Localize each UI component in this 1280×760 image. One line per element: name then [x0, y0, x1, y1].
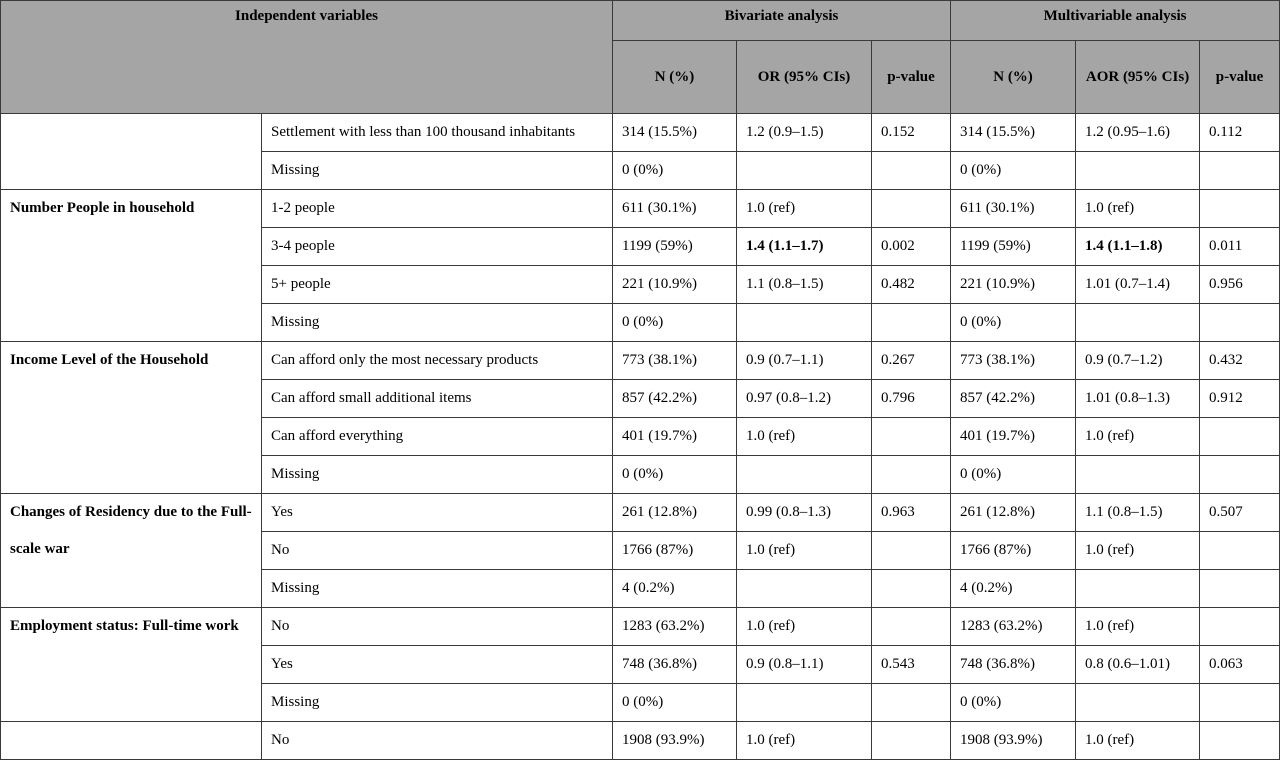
- n-pct-cell-multivariable: 0 (0%): [951, 684, 1076, 722]
- n-pct-cell-multivariable: 1766 (87%): [951, 532, 1076, 570]
- n-pct-cell-bivariate: 314 (15.5%): [613, 114, 737, 152]
- n-pct-cell-multivariable: 261 (12.8%): [951, 494, 1076, 532]
- category-cell: Missing: [262, 304, 613, 342]
- n-pct-cell-bivariate: 4 (0.2%): [613, 570, 737, 608]
- aor-ci-cell: [1076, 304, 1200, 342]
- aor-ci-cell: 1.0 (ref): [1076, 722, 1200, 760]
- aor-ci-cell: 1.1 (0.8–1.5): [1076, 494, 1200, 532]
- p-value-cell-multivariable: [1200, 722, 1280, 760]
- n-pct-cell-multivariable: 1908 (93.9%): [951, 722, 1076, 760]
- aor-ci-cell: 1.0 (ref): [1076, 532, 1200, 570]
- or-ci-cell: 1.0 (ref): [737, 418, 872, 456]
- p-value-cell-bivariate: [872, 570, 951, 608]
- p-value-cell-bivariate: [872, 418, 951, 456]
- n-pct-cell-multivariable: 1283 (63.2%): [951, 608, 1076, 646]
- category-cell: Missing: [262, 684, 613, 722]
- n-pct-header-bivariate: N (%): [613, 41, 737, 114]
- table-body: [1, 114, 1280, 760]
- p-value-cell-multivariable: 0.432: [1200, 342, 1280, 380]
- aor-ci-cell: [1076, 570, 1200, 608]
- n-pct-cell-multivariable: 314 (15.5%): [951, 114, 1076, 152]
- p-value-cell-bivariate: [872, 304, 951, 342]
- variable-name-cell: Income Level of the Household: [1, 342, 262, 494]
- p-value-cell-bivariate: 0.152: [872, 114, 951, 152]
- p-value-cell-bivariate: 0.267: [872, 342, 951, 380]
- p-value-cell-multivariable: 0.507: [1200, 494, 1280, 532]
- n-pct-cell-multivariable: 611 (30.1%): [951, 190, 1076, 228]
- n-pct-cell-bivariate: 1766 (87%): [613, 532, 737, 570]
- n-pct-cell-bivariate: 1199 (59%): [613, 228, 737, 266]
- p-value-cell-multivariable: [1200, 456, 1280, 494]
- p-value-cell-multivariable: [1200, 570, 1280, 608]
- category-cell: 3-4 people: [262, 228, 613, 266]
- bivariate-analysis-header: Bivariate analysis: [613, 1, 951, 41]
- multivariable-analysis-header: Multivariable analysis: [951, 1, 1280, 41]
- variable-name-cell: Changes of Residency due to the Full-scale war: [1, 494, 262, 608]
- n-pct-cell-bivariate: 0 (0%): [613, 152, 737, 190]
- p-value-cell-bivariate: [872, 190, 951, 228]
- or-ci-cell: [737, 570, 872, 608]
- n-pct-cell-bivariate: 0 (0%): [613, 684, 737, 722]
- or-ci-cell: 0.9 (0.8–1.1): [737, 646, 872, 684]
- n-pct-cell-multivariable: 221 (10.9%): [951, 266, 1076, 304]
- or-ci-cell: 1.2 (0.9–1.5): [737, 114, 872, 152]
- table-row: [1, 342, 1280, 380]
- aor-ci-cell: [1076, 684, 1200, 722]
- aor-ci-cell: 0.9 (0.7–1.2): [1076, 342, 1200, 380]
- p-value-cell-bivariate: [872, 532, 951, 570]
- p-value-cell-multivariable: [1200, 608, 1280, 646]
- or-ci-cell: 0.97 (0.8–1.2): [737, 380, 872, 418]
- n-pct-cell-multivariable: 0 (0%): [951, 152, 1076, 190]
- n-pct-cell-bivariate: 1283 (63.2%): [613, 608, 737, 646]
- or-ci-cell: 1.4 (1.1–1.7): [737, 228, 872, 266]
- n-pct-cell-multivariable: 4 (0.2%): [951, 570, 1076, 608]
- or-ci-cell: [737, 456, 872, 494]
- p-value-cell-bivariate: [872, 722, 951, 760]
- p-value-header-bivariate: p-value: [872, 41, 951, 114]
- n-pct-cell-bivariate: 261 (12.8%): [613, 494, 737, 532]
- or-ci-cell: 1.0 (ref): [737, 532, 872, 570]
- n-pct-cell-bivariate: 1908 (93.9%): [613, 722, 737, 760]
- or-ci-cell: [737, 152, 872, 190]
- category-cell: Yes: [262, 494, 613, 532]
- category-cell: 1-2 people: [262, 190, 613, 228]
- p-value-cell-bivariate: 0.543: [872, 646, 951, 684]
- table-row: [1, 114, 1280, 152]
- p-value-cell-bivariate: 0.002: [872, 228, 951, 266]
- n-pct-cell-multivariable: 0 (0%): [951, 456, 1076, 494]
- n-pct-header-multivariable: N (%): [951, 41, 1076, 114]
- n-pct-cell-bivariate: 0 (0%): [613, 456, 737, 494]
- table-row: [1, 190, 1280, 228]
- category-cell: 5+ people: [262, 266, 613, 304]
- p-value-cell-bivariate: 0.482: [872, 266, 951, 304]
- independent-variables-header: Independent variables: [1, 1, 613, 114]
- or-ci-cell: 0.9 (0.7–1.1): [737, 342, 872, 380]
- aor-ci-cell: 0.8 (0.6–1.01): [1076, 646, 1200, 684]
- n-pct-cell-bivariate: 401 (19.7%): [613, 418, 737, 456]
- n-pct-cell-multivariable: 401 (19.7%): [951, 418, 1076, 456]
- table-row: [1, 722, 1280, 760]
- n-pct-cell-bivariate: 221 (10.9%): [613, 266, 737, 304]
- p-value-cell-multivariable: 0.912: [1200, 380, 1280, 418]
- variable-name-cell: Employment status: Full-time work: [1, 608, 262, 722]
- or-ci-cell: 1.0 (ref): [737, 608, 872, 646]
- n-pct-cell-bivariate: 857 (42.2%): [613, 380, 737, 418]
- p-value-header-multivariable: p-value: [1200, 41, 1280, 114]
- category-cell: Missing: [262, 456, 613, 494]
- p-value-cell-bivariate: [872, 456, 951, 494]
- category-cell: Missing: [262, 570, 613, 608]
- or-ci-cell: 1.1 (0.8–1.5): [737, 266, 872, 304]
- n-pct-cell-bivariate: 773 (38.1%): [613, 342, 737, 380]
- category-cell: Can afford small additional items: [262, 380, 613, 418]
- p-value-cell-multivariable: [1200, 532, 1280, 570]
- aor-ci-cell: [1076, 152, 1200, 190]
- n-pct-cell-multivariable: 857 (42.2%): [951, 380, 1076, 418]
- p-value-cell-multivariable: 0.011: [1200, 228, 1280, 266]
- aor-ci-cell: 1.0 (ref): [1076, 608, 1200, 646]
- category-cell: Settlement with less than 100 thousand inhabitants: [262, 114, 613, 152]
- category-cell: Can afford only the most necessary products: [262, 342, 613, 380]
- aor-ci-cell: 1.2 (0.95–1.6): [1076, 114, 1200, 152]
- aor-ci-cell: 1.0 (ref): [1076, 190, 1200, 228]
- n-pct-cell-bivariate: 611 (30.1%): [613, 190, 737, 228]
- p-value-cell-multivariable: [1200, 418, 1280, 456]
- table-row: [1, 608, 1280, 646]
- variable-name-cell: Number People in household: [1, 190, 262, 342]
- or-ci-cell: [737, 304, 872, 342]
- aor-ci-cell: 1.4 (1.1–1.8): [1076, 228, 1200, 266]
- or-ci-cell: 0.99 (0.8–1.3): [737, 494, 872, 532]
- category-cell: No: [262, 722, 613, 760]
- aor-ci-cell: 1.01 (0.8–1.3): [1076, 380, 1200, 418]
- p-value-cell-bivariate: [872, 684, 951, 722]
- table-row: [1, 494, 1280, 532]
- or-ci-cell: 1.0 (ref): [737, 190, 872, 228]
- aor-ci-cell: 1.01 (0.7–1.4): [1076, 266, 1200, 304]
- n-pct-cell-bivariate: 748 (36.8%): [613, 646, 737, 684]
- n-pct-cell-multivariable: 748 (36.8%): [951, 646, 1076, 684]
- p-value-cell-bivariate: 0.796: [872, 380, 951, 418]
- p-value-cell-bivariate: 0.963: [872, 494, 951, 532]
- category-cell: Yes: [262, 646, 613, 684]
- p-value-cell-bivariate: [872, 152, 951, 190]
- p-value-cell-multivariable: [1200, 684, 1280, 722]
- p-value-cell-multivariable: [1200, 190, 1280, 228]
- or-ci-header: OR (95% CIs): [737, 41, 872, 114]
- n-pct-cell-multivariable: 773 (38.1%): [951, 342, 1076, 380]
- n-pct-cell-multivariable: 0 (0%): [951, 304, 1076, 342]
- n-pct-cell-multivariable: 1199 (59%): [951, 228, 1076, 266]
- p-value-cell-multivariable: 0.956: [1200, 266, 1280, 304]
- p-value-cell-multivariable: [1200, 304, 1280, 342]
- p-value-cell-multivariable: 0.112: [1200, 114, 1280, 152]
- category-cell: Missing: [262, 152, 613, 190]
- p-value-cell-multivariable: 0.063: [1200, 646, 1280, 684]
- aor-ci-cell: 1.0 (ref): [1076, 418, 1200, 456]
- variable-name-cell: [1, 722, 262, 760]
- p-value-cell-bivariate: [872, 608, 951, 646]
- or-ci-cell: 1.0 (ref): [737, 722, 872, 760]
- variable-name-cell: [1, 114, 262, 190]
- p-value-cell-multivariable: [1200, 152, 1280, 190]
- aor-ci-header: AOR (95% CIs): [1076, 41, 1200, 114]
- category-cell: No: [262, 608, 613, 646]
- aor-ci-cell: [1076, 456, 1200, 494]
- n-pct-cell-bivariate: 0 (0%): [613, 304, 737, 342]
- category-cell: No: [262, 532, 613, 570]
- category-cell: Can afford everything: [262, 418, 613, 456]
- or-ci-cell: [737, 684, 872, 722]
